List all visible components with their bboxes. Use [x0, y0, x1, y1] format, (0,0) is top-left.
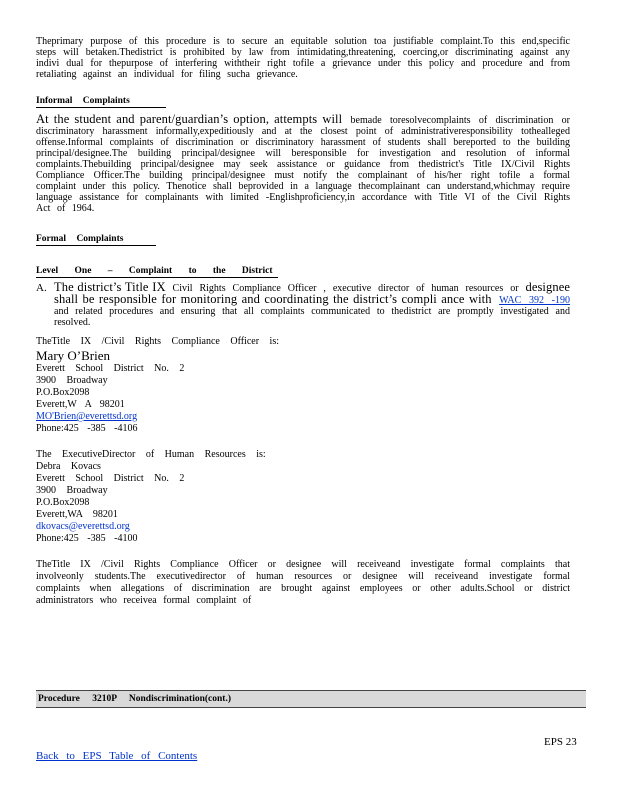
director-contact-block [36, 449, 570, 545]
officer-name: Mary O’Brien [36, 348, 111, 363]
director-intro: The ExecutiveDirector of Human Resources is: [36, 449, 266, 460]
officer-intro: TheTitle IX /Civil Rights Compliance Officer is: [36, 336, 279, 347]
informal-paragraph [36, 114, 570, 214]
back-to-contents-link[interactable]: Back to EPS Table of Contents [36, 750, 198, 762]
director-email-link[interactable]: dkovacs@everettsd.org [36, 521, 130, 532]
item-lead-text: The district’s Title IX [54, 280, 166, 294]
director-name: Debra Kovacs [36, 461, 101, 472]
item-mid-text: Civil Rights Compliance Officer , executive director of human resources or [172, 283, 519, 294]
informal-complaints-heading: Informal Complaints [36, 96, 166, 108]
intro-paragraph: Theprimary purpose of this procedure is to secure an equitable solution toa justifiable complaint.To this end,specific steps will betaken.Thedistrict is prohibited by law from intimidating,threatening, coercing,or discriminating against any indivi dual for thepurpose of interfering withtheir right tofile a grievance under this policy and procedure and from retaliating against an individual for filing sucha grievance. [36, 36, 570, 80]
director-po-box: P.O.Box2098 [36, 497, 90, 508]
officer-city: Everett,W A 98201 [36, 399, 125, 410]
item-rest-text: and related procedures and ensuring that all complaints communicated to thedistrict are promptly investigated and resolved. [54, 306, 570, 328]
list-item-label: A. [36, 282, 47, 294]
list-item-a-text [54, 282, 570, 328]
page-number: EPS 23 [544, 736, 577, 748]
procedure-footer-text: Procedure 3210P Nondiscrimination(cont.) [38, 694, 232, 704]
item-lead2-text: designee shall be responsible for monitoring and coordinating the district’s compli ance with [54, 280, 571, 306]
director-org: Everett School District No. 2 [36, 473, 185, 484]
procedure-footer-bar [36, 690, 586, 708]
closing-paragraph: TheTitle IX /Civil Rights Compliance Officer or designee will receiveand investigate formal complaints that involveonly students.The executivedirector of human resources or designee will receiveand investigate formal complaints when allegations of discrimination are brought against employees or other adults.School or district administrators who receivea formal complaint of [36, 559, 570, 606]
director-street: 3900 Broadway [36, 485, 108, 496]
officer-phone: Phone:425 -385 -4106 [36, 423, 138, 434]
officer-street: 3900 Broadway [36, 375, 108, 386]
list-item-a [36, 282, 570, 328]
director-phone: Phone:425 -385 -4100 [36, 533, 138, 544]
officer-email-link[interactable]: MO'Brien@everettsd.org [36, 411, 138, 422]
level-one-heading: Level One – Complaint to the District [36, 266, 278, 278]
informal-lead-text: At the student and parent/guardian’s option, attempts will [36, 112, 343, 126]
informal-body-text: bemade toresolvecomplaints of discrimination or discriminatory harassment informally,expeditiously and at the closest point of administrativeresponsibility tothealleged offense.Informal complaints of discrimination or discriminatory harassment of students shall bereported to the building principal/designee.The building principal/designee will beresponsible for investigation and resolution of informal complaints.Thebuilding principal/designee may seek assistance or guidance from thedistrict's Title IX/Civil Rights Compliance Officer.The building principal/designee must notify the complainant of his/her right tofile a formal complaint under this policy. Thenotice shall beprovided in a language thecomplainant can understand,whichmay require language assistance for complainants with limited -Englishproficiency,in accordance with Title VI of the Civil Rights Act of 1964. [36, 115, 571, 214]
document-page [36, 36, 570, 607]
wac-link[interactable]: WAC 392 -190 [499, 295, 570, 306]
officer-org: Everett School District No. 2 [36, 363, 185, 374]
director-city: Everett,WA 98201 [36, 509, 118, 520]
formal-complaints-heading: Formal Complaints [36, 234, 156, 246]
officer-contact-block [36, 336, 570, 435]
officer-po-box: P.O.Box2098 [36, 387, 90, 398]
